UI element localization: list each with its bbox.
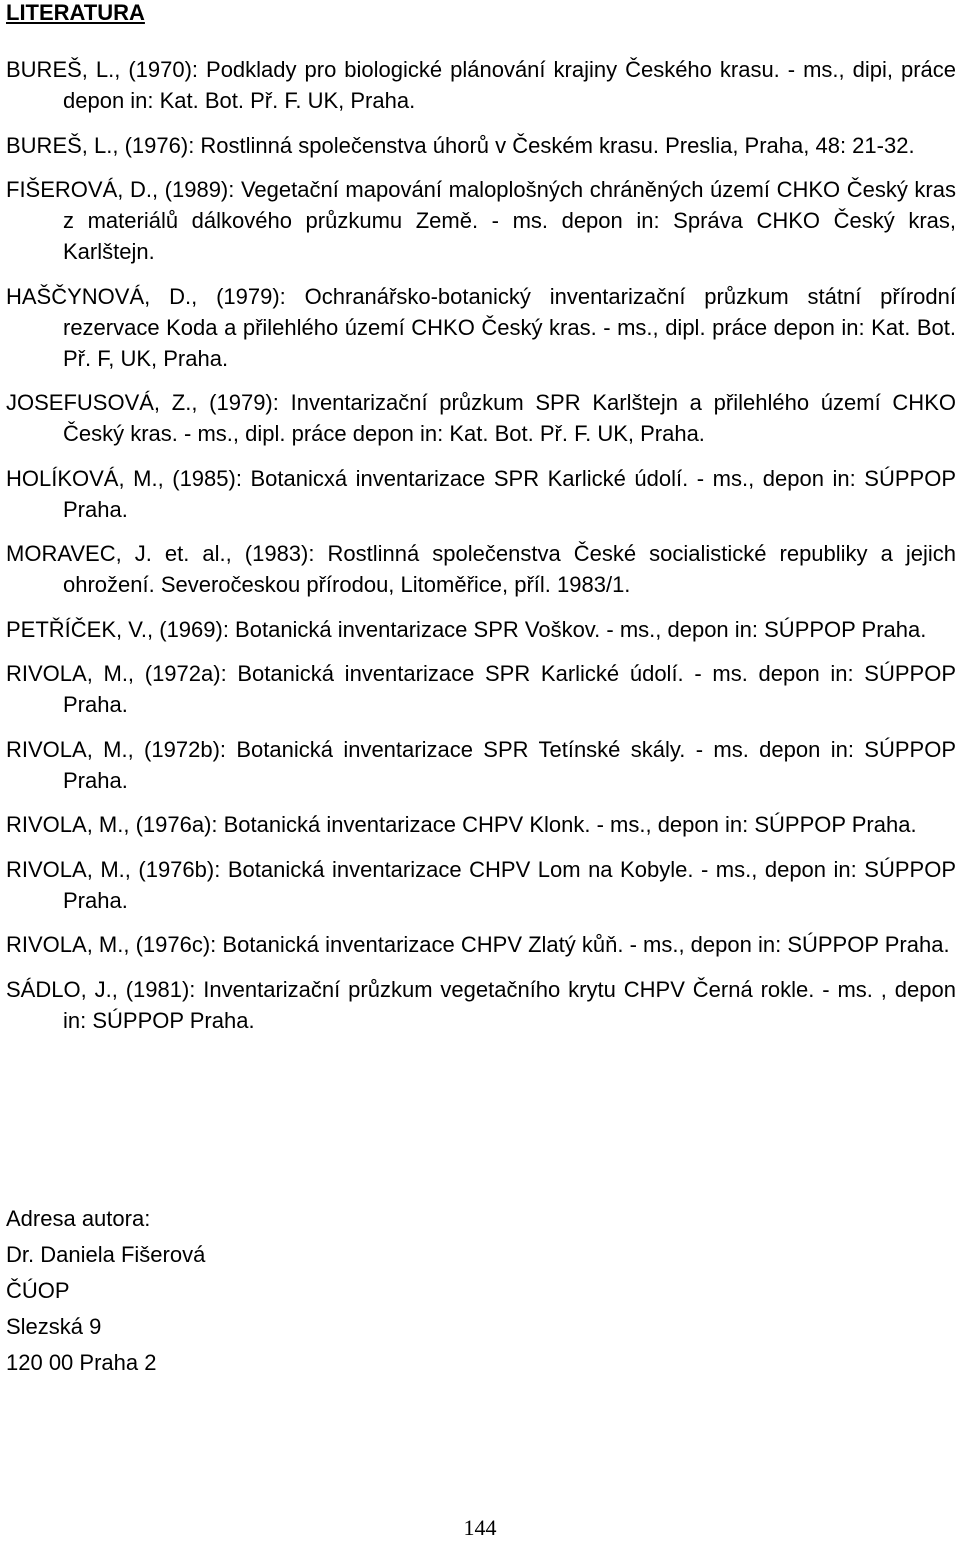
address-label: Adresa autora: (6, 1206, 151, 1231)
address-city: 120 00 Praha 2 (6, 1350, 157, 1375)
reference-item: MORAVEC, J. et. al., (1983): Rostlinná společenstva České socialistické republiky a jejich ohrožení. Severočeskou přírodou, Litoměřice, příl. 1983/1. (6, 541, 956, 597)
address-street: Slezská 9 (6, 1314, 102, 1339)
reference-item: RIVOLA, M., (1976c): Botanická inventarizace CHPV Zlatý kůň. - ms., depon in: SÚPPOP Praha. (6, 932, 950, 957)
reference-list (6, 54, 956, 1049)
author-address (6, 1201, 205, 1381)
reference-item: RIVOLA, M., (1976b): Botanická inventarizace CHPV Lom na Kobyle. - ms., depon in: SÚPPOP Praha. (6, 856, 956, 913)
author-institution: ČÚOP (6, 1278, 70, 1303)
page-number: 144 (463, 1515, 497, 1540)
reference-item: PETŘÍČEK, V., (1969): Botanická inventarizace SPR Voškov. - ms., depon in: SÚPPOP Praha. (6, 616, 927, 642)
reference-item: JOSEFUSOVÁ, Z., (1979): Inventarizační průzkum SPR Karlštejn a přilehlého území CHKO Český kras. - ms., dipl. práce depon in: Kat. Bot. Př. F. UK, Praha. (6, 390, 956, 446)
literature-heading: LITERATURA (6, 0, 145, 25)
reference-item: SÁDLO, J., (1981): Inventarizační průzkum vegetačního krytu CHPV Černá rokle. - ms. , depon in: SÚPPOP Praha. (6, 976, 956, 1033)
reference-item: RIVOLA, M., (1972b): Botanická inventarizace SPR Tetínské skály. - ms. depon in: SÚPPOP Praha. (6, 736, 956, 793)
author-name: Dr. Daniela Fišerová (6, 1242, 206, 1267)
reference-item: RIVOLA, M., (1976a): Botanická inventarizace CHPV Klonk. - ms., depon in: SÚPPOP Praha. (6, 812, 917, 837)
reference-item: BUREŠ, L., (1970): Podklady pro biologické plánování krajiny Českého krasu. - ms., dipi, práce depon in: Kat. Bot. Př. F. UK, Praha. (6, 57, 956, 113)
reference-item: HOLÍKOVÁ, M., (1985): Botanicxá inventarizace SPR Karlické údolí. - ms., depon in: SÚPPOP Praha. (6, 465, 956, 522)
reference-item: HAŠČYNOVÁ, D., (1979): Ochranářsko-botanický inventarizační průzkum státní přírodní rezervace Koda a přilehlého území CHKO Český kras. - ms., dipl. práce depon in: Kat. Bot. Př. F, UK, Praha. (6, 283, 956, 371)
reference-item: FIŠEROVÁ, D., (1989): Vegetační mapování maloplošných chráněných území CHKO Český kras z materiálů dálkového průzkumu Země. - ms. depon in: Správa CHKO Český kras, Karlštejn. (6, 177, 956, 264)
reference-item: BUREŠ, L., (1976): Rostlinná společenstva úhorů v Českém krasu. Preslia, Praha, 48: 21-32. (6, 132, 915, 158)
reference-item: RIVOLA, M., (1972a): Botanická inventarizace SPR Karlické údolí. - ms. depon in: SÚPPOP Praha. (6, 661, 956, 717)
